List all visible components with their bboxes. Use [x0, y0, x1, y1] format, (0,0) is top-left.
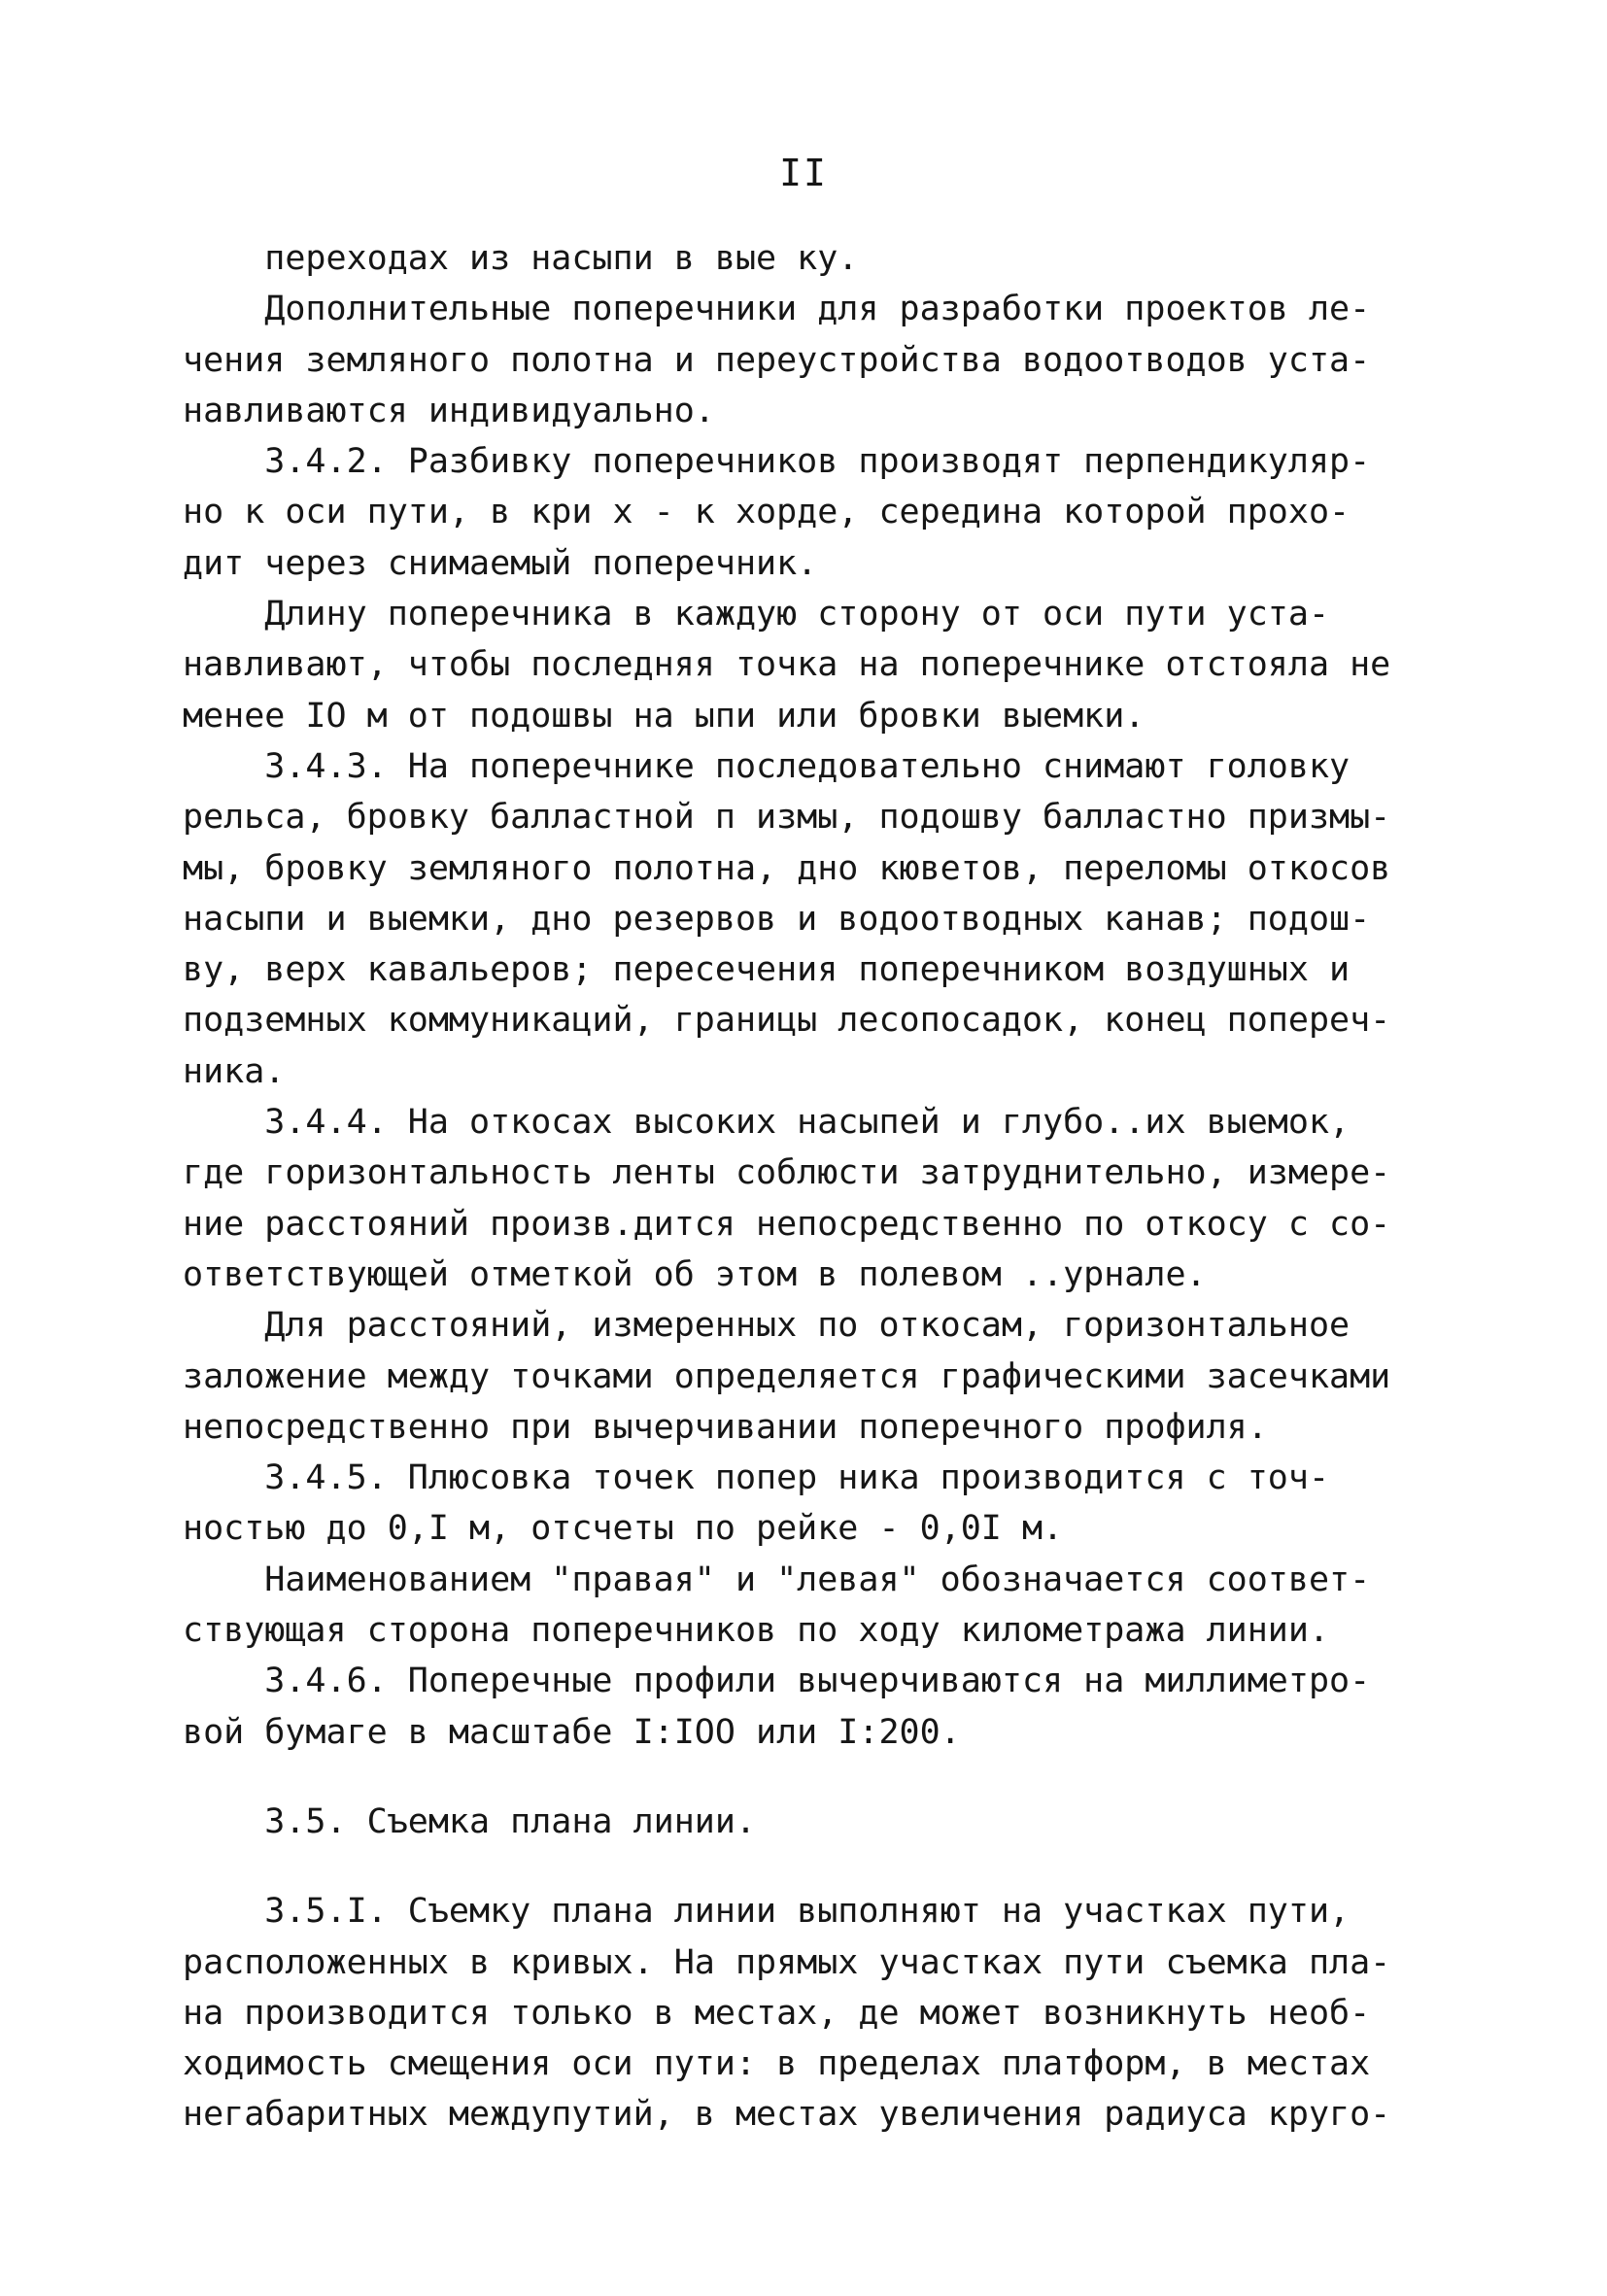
text-line: ние расстояний произв.дится непосредственно по откосу с со-	[183, 1204, 1391, 1244]
text-line: Длину поперечника в каждую сторону от оси пути уста-	[183, 595, 1330, 634]
text-line: менее IO м от подошвы на ыпи или бровки выемки.	[183, 696, 1145, 736]
text-line: 3.4.5. Плюсовка точек попер ника производится с точ-	[183, 1458, 1330, 1498]
section-heading: 3.5. Съемка плана линии.	[183, 1801, 757, 1841]
section-spacer	[183, 1847, 1446, 1886]
text-line: 3.5.I. Съемку плана линии выполняют на участках пути,	[183, 1892, 1351, 1932]
text-line: мы, бровку земляного полотна, дно кюветов, переломы откосов	[183, 848, 1391, 888]
text-line: ностью до 0,I м, отсчеты по рейке - 0,0I м.	[183, 1509, 1064, 1549]
text-line: 3.4.3. На поперечнике последовательно снимают головку	[183, 746, 1351, 786]
text-line: навливаются индивидуально.	[183, 391, 715, 430]
text-line: ника.	[183, 1051, 286, 1091]
text-line: ву, верх кавальеров; пересечения поперечником воздушных и	[183, 950, 1351, 990]
section-spacer	[183, 1758, 1446, 1797]
text-line: дит через снимаемый поперечник.	[183, 543, 818, 583]
text-line: Для расстояний, измеренных по откосам, горизонтальное	[183, 1306, 1351, 1346]
text-line: непосредственно при вычерчивании поперечного профиля.	[183, 1407, 1268, 1447]
text-line: 3.4.2. Разбивку поперечников производят перпендикуляр-	[183, 442, 1371, 482]
text-line: подземных коммуникаций, границы лесопосадок, конец попереч-	[183, 1001, 1391, 1041]
page-number: II	[779, 152, 828, 194]
text-line: где горизонтальность ленты соблюсти затруднительно, измере-	[183, 1153, 1391, 1193]
text-line: 3.4.6. Поперечные профили вычерчиваются на миллиметро-	[183, 1662, 1371, 1701]
text-line: переходах из насыпи в вые ку.	[183, 239, 859, 278]
document-body	[183, 233, 1446, 2141]
text-line: заложение между точками определяется графическими засечками	[183, 1356, 1391, 1396]
text-line: но к оси пути, в кри х - к хорде, середина которой прохо-	[183, 493, 1351, 532]
text-line: чения земляного полотна и переустройства водоотводов уста-	[183, 340, 1371, 380]
text-line: вой бумаге в масштабе I:IOO или I:200.	[183, 1712, 961, 1752]
text-line: Дополнительные поперечники для разработки проектов ле-	[183, 290, 1371, 329]
text-line: расположенных в кривых. На прямых участках пути съемка пла-	[183, 1942, 1391, 1982]
text-line: 3.4.4. На откосах высоких насыпей и глубо..их выемок,	[183, 1103, 1351, 1143]
text-line: насыпи и выемки, дно резервов и водоотводных канав; подош-	[183, 899, 1371, 939]
text-line: негабаритных междупутий, в местах увеличения радиуса круго-	[183, 2095, 1391, 2135]
text-line: ствующая сторона поперечников по ходу километража линии.	[183, 1611, 1330, 1651]
text-line: навливают, чтобы последняя точка на поперечнике отстояла не	[183, 645, 1391, 685]
text-line: на производится только в местах, де может возникнуть необ-	[183, 1993, 1371, 2033]
text-line: Наименованием "правая" и "левая" обозначается соответ-	[183, 1559, 1371, 1599]
text-line: ходимость смещения оси пути: в пределах платформ, в местах	[183, 2044, 1371, 2084]
text-line: рельса, бровку балластной п измы, подошву балластно призмы-	[183, 798, 1391, 838]
text-line: ответствующей отметкой об этом в полевом ..урнале.	[183, 1254, 1207, 1294]
